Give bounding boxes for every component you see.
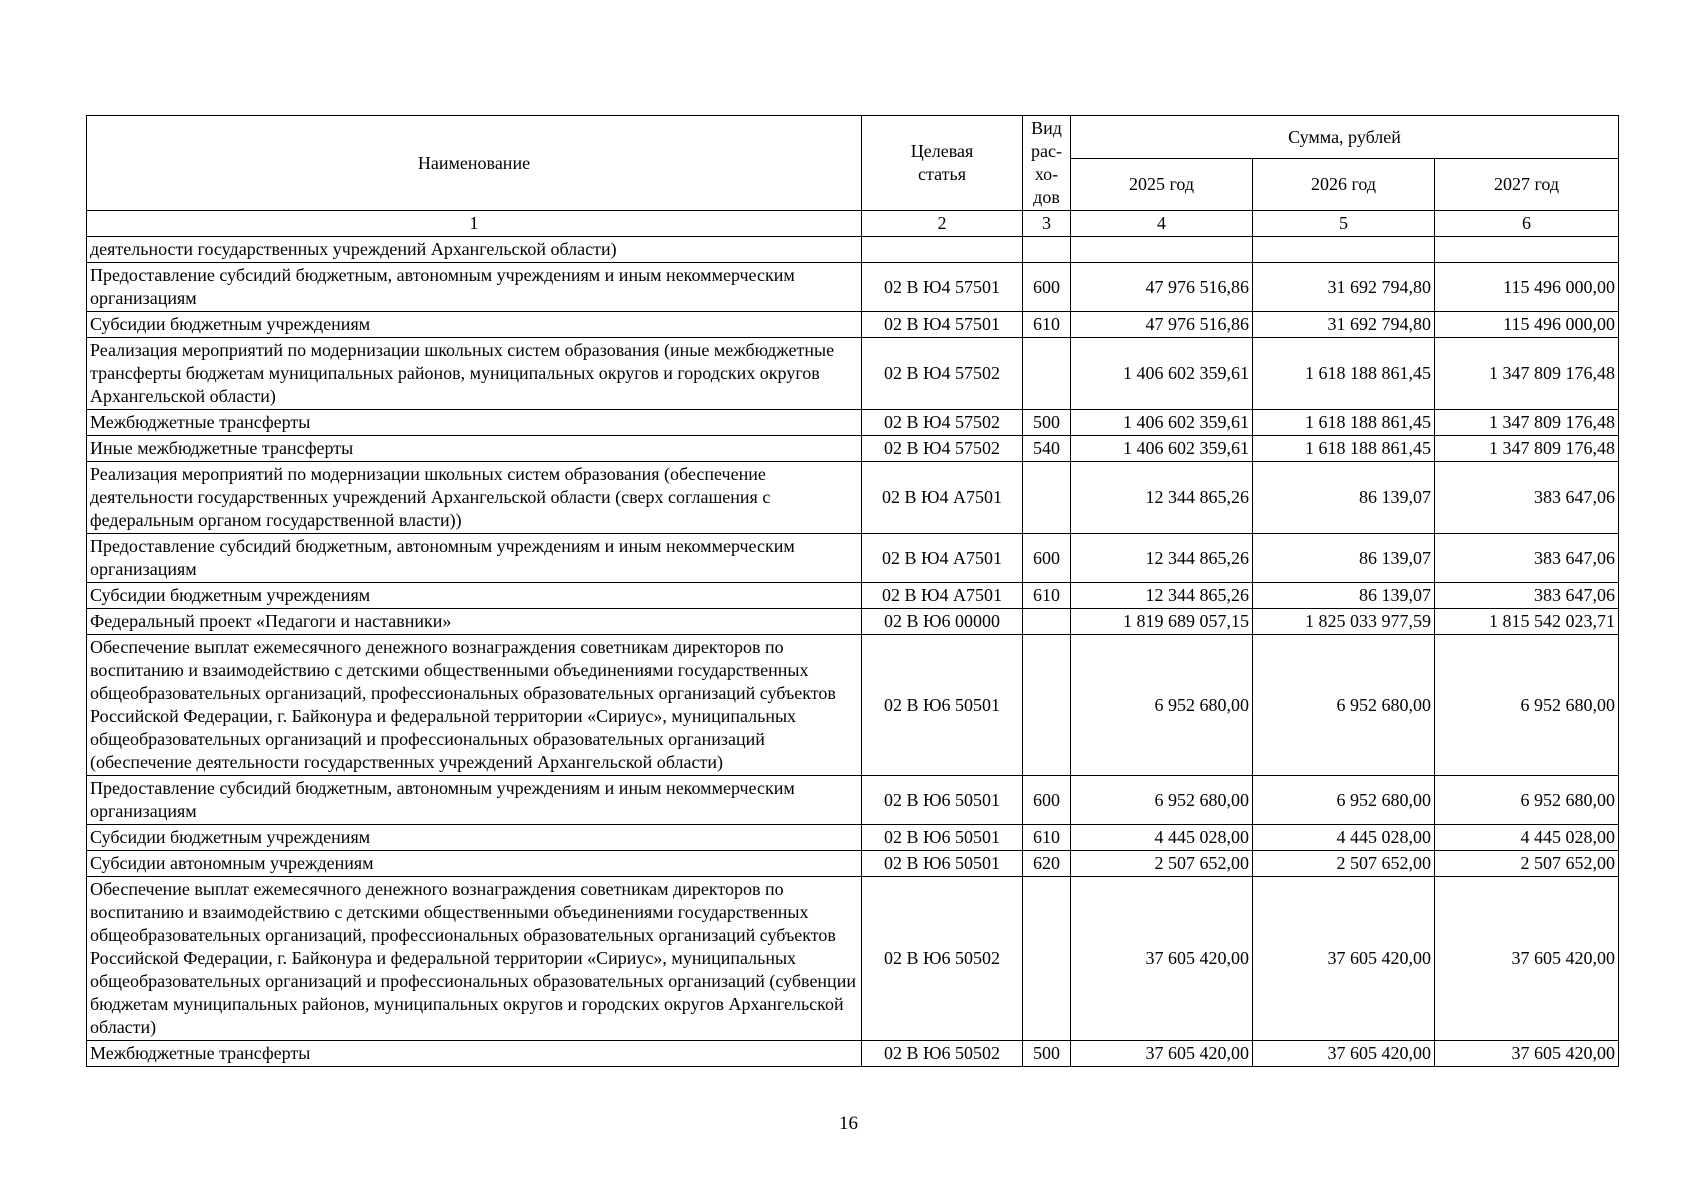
row-sum-2025: 1 406 602 359,61 [1071,338,1253,410]
row-sum-2026: 86 139,07 [1253,583,1435,609]
row-name: Субсидии бюджетным учреждениям [87,583,862,609]
row-sum-2025: 6 952 680,00 [1071,635,1253,776]
row-sum-2026: 31 692 794,80 [1253,263,1435,312]
row-target-code: 02 В Ю6 50501 [862,635,1023,776]
row-expense-kind: 610 [1023,825,1071,851]
row-target-code: 02 В Ю4 57502 [862,410,1023,436]
row-sum-2027: 1 347 809 176,48 [1435,338,1619,410]
row-target-code: 02 В Ю6 00000 [862,609,1023,635]
row-sum-2027: 6 952 680,00 [1435,635,1619,776]
header-year-2025: 2025 год [1071,159,1253,211]
column-number: 6 [1435,211,1619,237]
row-target-code: 02 В Ю4 А7501 [862,534,1023,583]
row-sum-2026: 86 139,07 [1253,462,1435,534]
table-row [87,263,1619,312]
table-row [87,776,1619,825]
column-number: 1 [87,211,862,237]
header-target-line1: Целевая [910,141,974,161]
header-expense-kind [1023,116,1071,211]
row-sum-2026: 4 445 028,00 [1253,825,1435,851]
row-target-code: 02 В Ю4 57501 [862,263,1023,312]
header-kind-line: Вид [1031,118,1062,138]
table-row [87,410,1619,436]
row-sum-2025: 47 976 516,86 [1071,312,1253,338]
row-sum-2026: 1 618 188 861,45 [1253,410,1435,436]
header-target-article [862,116,1023,211]
table-row [87,312,1619,338]
row-target-code: 02 В Ю6 50501 [862,776,1023,825]
column-number: 2 [862,211,1023,237]
row-sum-2027: 383 647,06 [1435,534,1619,583]
header-kind-line: дов [1033,187,1060,207]
row-expense-kind: 600 [1023,776,1071,825]
row-expense-kind: 600 [1023,263,1071,312]
table-row [87,851,1619,877]
row-sum-2026: 6 952 680,00 [1253,776,1435,825]
row-expense-kind: 500 [1023,410,1071,436]
table-row [87,825,1619,851]
row-expense-kind [1023,338,1071,410]
column-number-row [87,211,1619,237]
header-year-2027: 2027 год [1435,159,1619,211]
row-sum-2026: 37 605 420,00 [1253,1041,1435,1067]
column-number: 5 [1253,211,1435,237]
row-sum-2027: 37 605 420,00 [1435,877,1619,1041]
row-target-code: 02 В Ю6 50501 [862,825,1023,851]
row-name: Межбюджетные трансферты [87,1041,862,1067]
row-sum-2027: 1 815 542 023,71 [1435,609,1619,635]
row-sum-2027 [1435,237,1619,263]
row-expense-kind [1023,237,1071,263]
column-number: 4 [1071,211,1253,237]
row-expense-kind: 500 [1023,1041,1071,1067]
row-sum-2025: 6 952 680,00 [1071,776,1253,825]
row-target-code: 02 В Ю6 50502 [862,877,1023,1041]
row-sum-2025: 1 406 602 359,61 [1071,410,1253,436]
row-expense-kind: 610 [1023,583,1071,609]
header-name: Наименование [87,116,862,211]
header-target-line2: статья [918,164,966,184]
row-name: Реализация мероприятий по модернизации школьных систем образования (обеспечение деятельности государственных учреждений Архангельской области (сверх соглашения с федеральным органом государственной власти)) [87,462,862,534]
table-row [87,635,1619,776]
row-target-code: 02 В Ю4 А7501 [862,583,1023,609]
row-sum-2027: 2 507 652,00 [1435,851,1619,877]
row-expense-kind [1023,877,1071,1041]
row-name: Федеральный проект «Педагоги и наставники» [87,609,862,635]
row-target-code [862,237,1023,263]
header-kind-line: хо- [1034,164,1059,184]
row-sum-2025: 1 819 689 057,15 [1071,609,1253,635]
row-sum-2025: 37 605 420,00 [1071,1041,1253,1067]
row-sum-2025: 1 406 602 359,61 [1071,436,1253,462]
row-expense-kind: 620 [1023,851,1071,877]
row-target-code: 02 В Ю4 57502 [862,338,1023,410]
header-kind-line: рас- [1031,141,1062,161]
header-year-2026: 2026 год [1253,159,1435,211]
table-body [87,237,1619,1067]
row-target-code: 02 В Ю4 А7501 [862,462,1023,534]
row-expense-kind [1023,635,1071,776]
table-row [87,583,1619,609]
row-name: Реализация мероприятий по модернизации школьных систем образования (иные межбюджетные трансферты бюджетам муниципальных районов, муниципальных округов и городских округов Архангельской области) [87,338,862,410]
row-sum-2025: 12 344 865,26 [1071,583,1253,609]
row-name: Субсидии автономным учреждениям [87,851,862,877]
row-name: Иные межбюджетные трансферты [87,436,862,462]
row-sum-2026: 31 692 794,80 [1253,312,1435,338]
row-name: Обеспечение выплат ежемесячного денежного вознаграждения советникам директоров по воспитанию и взаимодействию с детскими общественными объединениями государственных общеобразовательных организаций, профессиональных образовательных организаций субъектов Российской Федерации, г. Байконура и федеральной территории «Сириус», муниципальных общеобразовательных организаций и профессиональных образовательных организаций (обеспечение деятельности государственных учреждений Архангельской области) [87,635,862,776]
table-row [87,609,1619,635]
table-row [87,877,1619,1041]
row-sum-2025: 12 344 865,26 [1071,534,1253,583]
header-row-top [87,116,1619,159]
row-target-code: 02 В Ю6 50502 [862,1041,1023,1067]
row-sum-2025: 2 507 652,00 [1071,851,1253,877]
row-expense-kind: 540 [1023,436,1071,462]
row-sum-2026: 2 507 652,00 [1253,851,1435,877]
row-name: Субсидии бюджетным учреждениям [87,312,862,338]
row-sum-2026: 1 618 188 861,45 [1253,436,1435,462]
row-name: Предоставление субсидий бюджетным, автономным учреждениям и иным некоммерческим организациям [87,263,862,312]
column-number: 3 [1023,211,1071,237]
row-name: деятельности государственных учреждений Архангельской области) [87,237,862,263]
table-row [87,462,1619,534]
row-sum-2026: 1 618 188 861,45 [1253,338,1435,410]
row-target-code: 02 В Ю4 57502 [862,436,1023,462]
row-expense-kind: 600 [1023,534,1071,583]
row-expense-kind [1023,609,1071,635]
row-sum-2027: 37 605 420,00 [1435,1041,1619,1067]
row-sum-2027: 6 952 680,00 [1435,776,1619,825]
row-sum-2026: 86 139,07 [1253,534,1435,583]
table-row [87,237,1619,263]
row-name: Субсидии бюджетным учреждениям [87,825,862,851]
row-target-code: 02 В Ю6 50501 [862,851,1023,877]
row-sum-2027: 383 647,06 [1435,462,1619,534]
row-sum-2026: 6 952 680,00 [1253,635,1435,776]
row-expense-kind [1023,462,1071,534]
row-name: Предоставление субсидий бюджетным, автономным учреждениям и иным некоммерческим организациям [87,776,862,825]
row-sum-2027: 4 445 028,00 [1435,825,1619,851]
row-sum-2027: 1 347 809 176,48 [1435,436,1619,462]
row-name: Предоставление субсидий бюджетным, автономным учреждениям и иным некоммерческим организациям [87,534,862,583]
row-sum-2027: 115 496 000,00 [1435,312,1619,338]
row-sum-2027: 115 496 000,00 [1435,263,1619,312]
row-name: Обеспечение выплат ежемесячного денежного вознаграждения советникам директоров по воспитанию и взаимодействию с детскими общественными объединениями государственных общеобразовательных организаций, профессиональных образовательных организаций субъектов Российской Федерации, г. Байконура и федеральной территории «Сириус», муниципальных общеобразовательных организаций и профессиональных образовательных организаций (субвенции бюджетам муниципальных районов, муниципальных округов и городских округов Архангельской области) [87,877,862,1041]
row-target-code: 02 В Ю4 57501 [862,312,1023,338]
budget-table [86,115,1619,1067]
row-sum-2025: 37 605 420,00 [1071,877,1253,1041]
header-sum: Сумма, рублей [1071,116,1619,159]
row-sum-2027: 1 347 809 176,48 [1435,410,1619,436]
row-expense-kind: 610 [1023,312,1071,338]
table-row [87,436,1619,462]
table-row [87,338,1619,410]
row-sum-2026: 1 825 033 977,59 [1253,609,1435,635]
row-sum-2025 [1071,237,1253,263]
row-sum-2026 [1253,237,1435,263]
row-sum-2026: 37 605 420,00 [1253,877,1435,1041]
row-sum-2027: 383 647,06 [1435,583,1619,609]
row-sum-2025: 47 976 516,86 [1071,263,1253,312]
table-row [87,534,1619,583]
row-name: Межбюджетные трансферты [87,410,862,436]
row-sum-2025: 12 344 865,26 [1071,462,1253,534]
row-sum-2025: 4 445 028,00 [1071,825,1253,851]
table-row [87,1041,1619,1067]
page-number: 16 [839,1113,858,1134]
